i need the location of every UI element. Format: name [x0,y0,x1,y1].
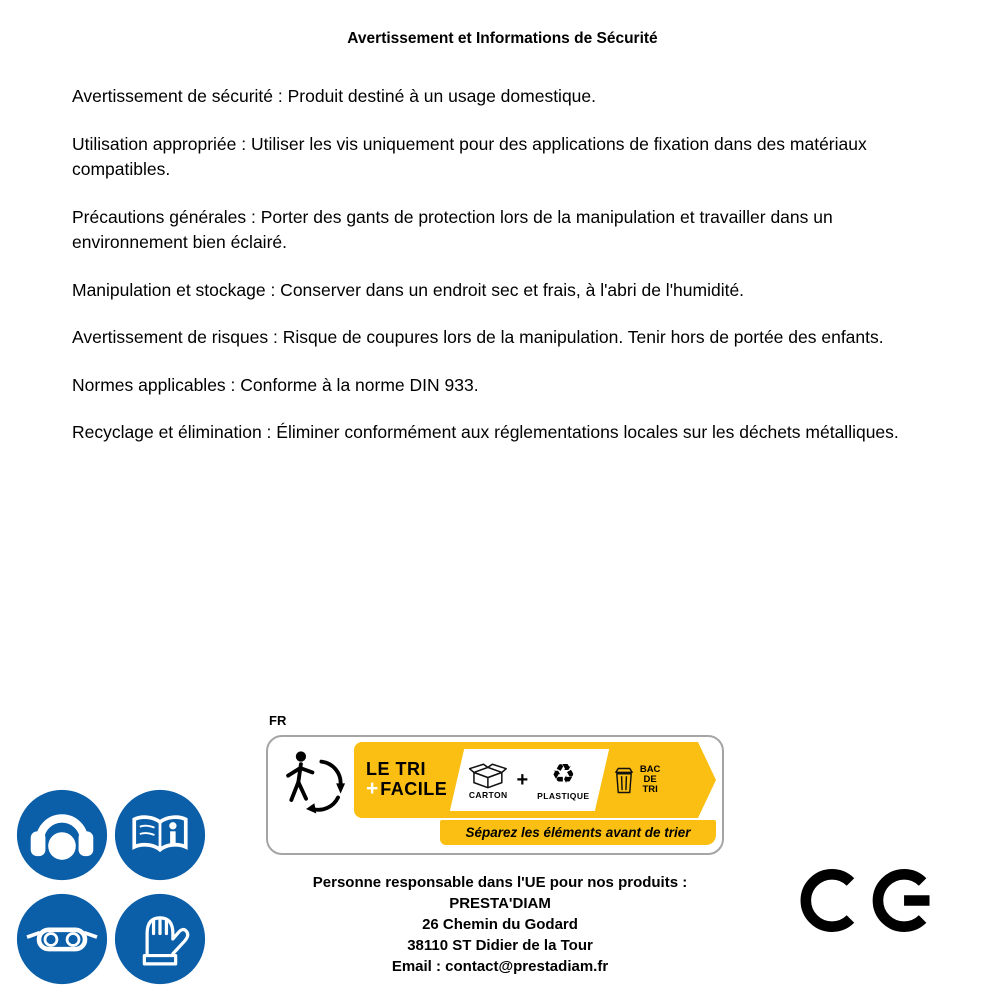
eye-protection-icon [16,893,108,985]
responsible-party-block [250,872,750,977]
triman-icon [276,742,354,849]
plus-sign: + [366,777,379,801]
email-line: Email : contact@prestadiam.fr [391,958,609,975]
recycle-triangle-icon: ♻ [551,758,576,790]
safety-paragraph: Précautions générales : Porter des gants de protection lors de la manipulation et travailler dans un environnement bien éclairé. [72,206,833,252]
materials-panel [450,749,609,811]
address-line2: 38110 ST Didier de la Tour [407,937,593,954]
safety-paragraph: Utilisation appropriée : Utiliser les vis uniquement pour des applications de fixation dans des matériaux compatibles. [72,133,867,179]
le-tri-facile-label: LE TRI + FACILE [366,759,448,801]
address-line1: 26 Chemin du Godard [422,916,578,933]
ear-protection-icon [16,789,108,881]
plus-separator: + [516,768,529,791]
read-manual-icon [114,789,206,881]
safety-paragraphs [72,84,936,468]
safety-paragraph: Manipulation et stockage : Conserver dans un endroit sec et frais, à l'abri de l'humidité. [72,279,745,300]
hand-protection-icon [114,893,206,985]
chevron-shape [698,742,716,818]
safety-paragraph: Normes applicables : Conforme à la norme DIN 933. [72,374,479,395]
ce-marking-icon [798,851,938,950]
carton-box-icon [470,761,508,789]
carton-label: CARTON [469,789,508,800]
info-tri-block [354,742,716,849]
sorting-bin-icon [612,764,636,797]
plastique-item [538,760,590,801]
plastique-label: PLASTIQUE [537,790,590,801]
sorting-tagline: Séparez les éléments avant de trier [440,820,716,845]
bac-de-tri-group [612,764,661,797]
mandatory-pictograms [16,789,206,985]
responsible-intro: Personne responsable dans l'UE pour nos produits : [312,874,688,891]
safety-paragraph: Recyclage et élimination : Éliminer conformément aux réglementations locales sur les déchets métalliques. [72,422,899,442]
company-name: PRESTA'DIAM [449,895,551,912]
country-code-label: FR [269,713,287,728]
safety-paragraph: Avertissement de sécurité : Produit destiné à un usage domestique. [72,86,597,106]
recycling-badge [266,735,724,855]
safety-paragraph: Avertissement de risques : Risque de coupures lors de la manipulation. Tenir hors de portée des enfants. [72,327,884,347]
info-tri-row [354,742,698,818]
page-title: Avertissement et Informations de Sécurité [347,30,658,47]
carton-item [469,761,508,800]
bac-de-tri-label: BAC DE TRI [639,764,661,795]
